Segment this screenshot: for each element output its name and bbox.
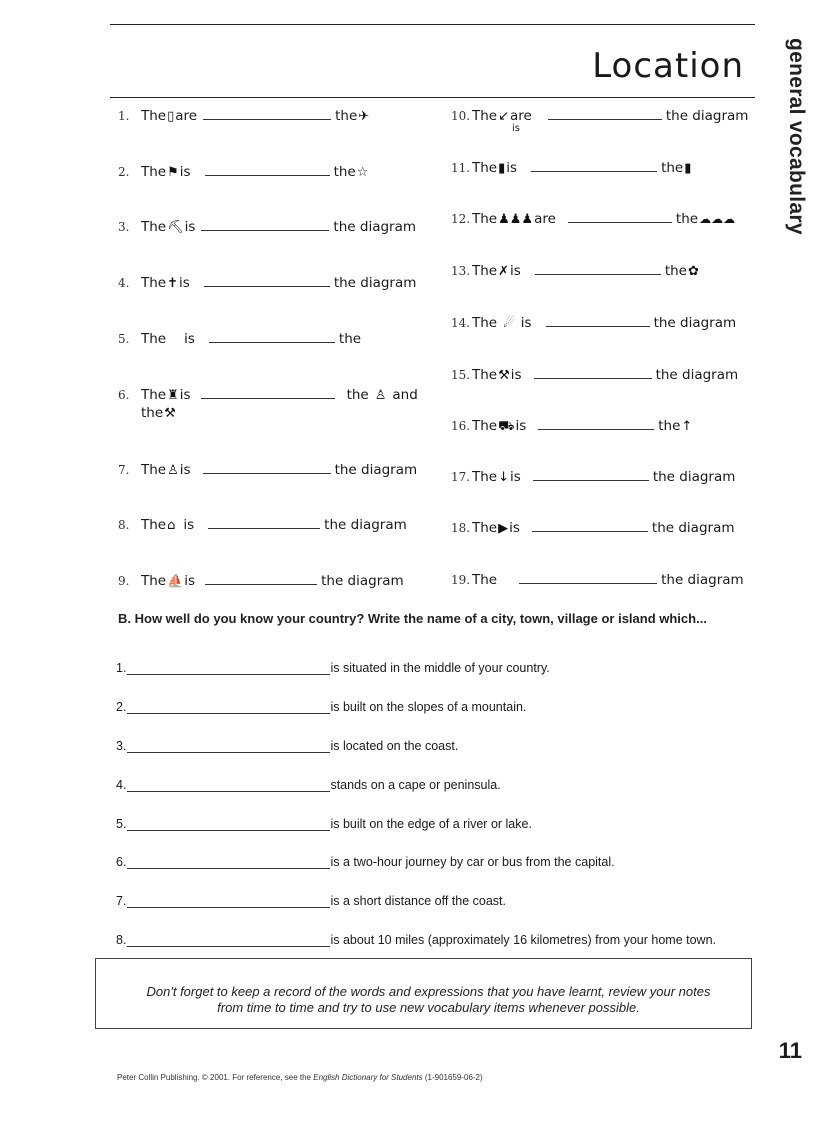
item-subject: The xyxy=(472,520,498,536)
list-item xyxy=(116,855,615,869)
item-subject: the xyxy=(141,405,164,421)
item-verb: is xyxy=(510,367,522,383)
answer-blank[interactable] xyxy=(208,518,320,529)
footer-prefix: Peter Collin Publishing. © 2001. For reference, see the xyxy=(117,1073,311,1082)
exercise-item xyxy=(451,263,700,279)
answer-blank[interactable] xyxy=(535,264,661,275)
answer-blank[interactable] xyxy=(127,818,330,831)
exercise-item xyxy=(451,520,735,536)
exercise-item xyxy=(451,160,692,176)
figure-icon: ♙ xyxy=(167,463,179,478)
page-title: Location xyxy=(592,46,744,86)
item-text: is built on the slopes of a mountain. xyxy=(330,700,527,714)
answer-blank[interactable] xyxy=(204,276,330,287)
exercise-item xyxy=(118,573,404,589)
answer-blank[interactable] xyxy=(201,388,335,399)
arrow-up-icon: ↑ xyxy=(681,419,693,434)
exercise-item xyxy=(118,275,416,291)
item-verb: are xyxy=(510,108,532,124)
item-subject: The xyxy=(141,462,167,478)
item-number: 14. xyxy=(451,316,471,330)
item-end: the xyxy=(333,164,356,180)
exercise-item xyxy=(451,469,735,485)
item-number: 3. xyxy=(118,220,130,234)
answer-blank[interactable] xyxy=(127,856,330,869)
exercise-item xyxy=(118,517,407,533)
item-verb: are xyxy=(175,108,198,124)
item-verb: are xyxy=(534,211,556,227)
item-text: is located on the coast. xyxy=(330,739,459,753)
item-end: the diagram xyxy=(653,315,737,331)
item-subject: The xyxy=(472,211,498,227)
item-number: 17. xyxy=(451,470,471,484)
item-number: 6. xyxy=(116,855,127,869)
box-icon: ▮ xyxy=(684,161,692,176)
box-icon: ▮ xyxy=(498,161,506,176)
figure-icon: ♙ xyxy=(374,388,387,403)
exercise-item xyxy=(118,331,361,347)
item-verb: is xyxy=(184,331,195,347)
item-subject: The xyxy=(472,315,498,331)
exercise-item xyxy=(451,367,738,383)
reminder-box xyxy=(95,958,752,1029)
exercise-item xyxy=(451,572,744,588)
item-verb: is xyxy=(506,160,518,176)
item-end: the diagram xyxy=(333,275,417,291)
exercise-item xyxy=(451,211,736,227)
item-end: the xyxy=(664,263,687,279)
item-text: is a two-hour journey by car or bus from the capital. xyxy=(330,855,615,869)
list-item xyxy=(116,817,532,831)
item-end: the diagram xyxy=(651,520,735,536)
item-end-tail: and xyxy=(392,387,418,403)
clouds-icon: ☁☁☁ xyxy=(699,212,736,226)
exercise-item xyxy=(118,108,370,124)
item-number: 6. xyxy=(118,388,130,402)
item-verb: is xyxy=(510,469,521,485)
list-item xyxy=(116,933,716,947)
item-text: stands on a cape or peninsula. xyxy=(330,778,501,792)
item-end: the xyxy=(661,160,684,176)
item-verb: is xyxy=(183,517,195,533)
item-subject: The xyxy=(472,418,498,434)
item-verb: is xyxy=(184,573,196,589)
item-number: 11. xyxy=(451,161,471,175)
item-subject: The xyxy=(141,164,167,180)
item-number: 4. xyxy=(118,276,130,290)
answer-blank[interactable] xyxy=(203,463,331,474)
footer-book-title: English Dictionary for Students xyxy=(313,1073,423,1082)
item-number: 18. xyxy=(451,521,471,535)
answer-blank[interactable] xyxy=(209,332,335,343)
item-text: is situated in the middle of your country. xyxy=(330,661,550,675)
answer-blank[interactable] xyxy=(531,161,657,172)
house-icon: ⌂ xyxy=(167,518,176,533)
item-subject: The xyxy=(141,219,167,235)
arrow-down-left-icon: ↙ xyxy=(498,109,510,124)
item-verb: is xyxy=(179,164,191,180)
list-item xyxy=(116,700,526,714)
tree-icon: ✿ xyxy=(687,264,699,279)
item-subject: The xyxy=(472,367,498,383)
item-number: 1. xyxy=(118,109,130,123)
people-icon: ♟♟♟ xyxy=(498,212,534,227)
item-verb: is xyxy=(184,219,196,235)
answer-blank[interactable] xyxy=(201,220,329,231)
item-number: 8. xyxy=(116,933,127,947)
item-subject: The xyxy=(472,263,498,279)
answer-blank[interactable] xyxy=(127,740,330,753)
list-item xyxy=(116,894,506,908)
airplane-icon: ✈ xyxy=(358,109,370,124)
item-subject: The xyxy=(141,517,167,533)
item-number: 10. xyxy=(451,109,471,123)
item-end: the diagram xyxy=(333,219,417,235)
item-number: 5. xyxy=(116,817,127,831)
star-icon: ☆ xyxy=(356,165,369,180)
footer-credit xyxy=(117,1073,483,1082)
item-subject: The xyxy=(141,108,167,124)
windmill-icon: ⚑ xyxy=(167,165,179,180)
item-subject: The xyxy=(472,469,498,485)
item-end: the diagram xyxy=(661,572,744,588)
answer-blank[interactable] xyxy=(127,662,330,675)
item-end: the diagram xyxy=(324,517,407,533)
item-end: the xyxy=(346,387,369,403)
answer-blank[interactable] xyxy=(127,934,330,947)
item-subject: The xyxy=(141,573,167,589)
item-subject: The xyxy=(141,275,167,291)
exercise-item xyxy=(451,108,748,124)
item-number: 2. xyxy=(118,165,130,179)
item-verb: is xyxy=(515,418,527,434)
item-verb: is xyxy=(179,462,191,478)
answer-blank[interactable] xyxy=(205,165,330,176)
item-number: 4. xyxy=(116,778,127,792)
item-number: 3. xyxy=(116,739,127,753)
item-number: 2. xyxy=(116,700,127,714)
footer-isbn: (1-901659-06-2) xyxy=(424,1073,483,1082)
answer-blank[interactable] xyxy=(546,316,650,327)
item-end: the diagram xyxy=(655,367,739,383)
vehicle-icon: ☄ xyxy=(503,316,515,331)
machine-icon: ⚒ xyxy=(164,406,176,421)
answer-blank[interactable] xyxy=(127,701,330,714)
machine-icon: ⚒ xyxy=(498,368,510,383)
item-number: 9. xyxy=(118,574,130,588)
page-number: 11 xyxy=(778,1038,802,1063)
item-number: 16. xyxy=(451,419,471,433)
exercise-item xyxy=(451,315,736,331)
exercise-item xyxy=(118,387,418,403)
item-number: 15. xyxy=(451,368,471,382)
item-subject: The xyxy=(472,160,498,176)
cross-icon: ✗ xyxy=(498,264,510,279)
boat-icon: ⛵ xyxy=(167,574,184,589)
item-text: is built on the edge of a river or lake. xyxy=(330,817,532,831)
item-end: the xyxy=(658,418,681,434)
item-end: the xyxy=(675,211,699,227)
answer-blank[interactable] xyxy=(533,470,649,481)
item-verb: is xyxy=(520,315,532,331)
item-number: 5. xyxy=(118,332,130,346)
answer-blank[interactable] xyxy=(538,419,654,430)
item-number: 13. xyxy=(451,264,471,278)
answer-blank[interactable] xyxy=(203,109,331,120)
exercise-item xyxy=(118,462,417,478)
item-verb: is xyxy=(179,275,190,291)
item-subject: The xyxy=(141,387,167,403)
item-end: the diagram xyxy=(321,573,404,589)
handwritten-correction: is xyxy=(512,123,520,134)
exercise-item xyxy=(118,219,416,235)
item-end: the xyxy=(338,331,362,347)
list-item xyxy=(116,661,550,675)
church-icon: ✝ xyxy=(167,276,179,291)
answer-blank[interactable] xyxy=(205,574,317,585)
flag-icon: ▶ xyxy=(498,521,509,536)
item-number: 19. xyxy=(451,573,471,587)
exercise-item xyxy=(451,418,693,436)
exercise-item xyxy=(118,164,369,180)
answer-blank[interactable] xyxy=(519,573,657,584)
truck-icon: ⛟ xyxy=(498,419,515,434)
item-subject: The xyxy=(141,331,167,347)
answer-blank[interactable] xyxy=(532,521,648,532)
item-end: the diagram xyxy=(334,462,418,478)
arrow-down-icon: ↓ xyxy=(498,470,510,485)
item-subject: The xyxy=(472,108,498,124)
item-number: 12. xyxy=(451,212,471,226)
list-item xyxy=(116,778,501,792)
list-item xyxy=(116,739,458,753)
item-number: 7. xyxy=(116,894,127,908)
answer-blank[interactable] xyxy=(534,368,652,379)
building-icon: ▯ xyxy=(167,109,175,124)
item-end: the diagram xyxy=(665,108,749,124)
answer-blank[interactable] xyxy=(568,212,672,223)
tower-icon: ♜ xyxy=(167,388,179,403)
top-rule xyxy=(110,24,755,25)
reminder-text: Don't forget to keep a record of the words and expressions that you have learnt, review your notes from time to time and try to use new vocabulary items whenever possible. xyxy=(146,984,711,1015)
item-number: 1. xyxy=(116,661,127,675)
answer-blank[interactable] xyxy=(127,895,330,908)
item-end: the diagram xyxy=(652,469,736,485)
item-number: 8. xyxy=(118,518,130,532)
section-b-heading: B. How well do you know your country? Write the name of a city, town, village or island which... xyxy=(118,611,707,626)
answer-blank[interactable] xyxy=(548,109,662,120)
item-verb: is xyxy=(179,387,191,403)
item-text: is about 10 miles (approximately 16 kilometres) from your home town. xyxy=(330,933,717,947)
item-verb: is xyxy=(509,520,520,536)
item-end: the xyxy=(335,108,358,124)
answer-blank[interactable] xyxy=(127,779,330,792)
item-text: is a short distance off the coast. xyxy=(330,894,506,908)
item-verb: is xyxy=(510,263,521,279)
worker-icon: ⛏ xyxy=(167,220,184,235)
section-label: general vocabulary xyxy=(785,38,808,235)
item-number: 7. xyxy=(118,463,130,477)
title-rule xyxy=(110,97,755,98)
exercise-item-continuation xyxy=(141,405,177,421)
item-subject: The xyxy=(472,572,498,588)
